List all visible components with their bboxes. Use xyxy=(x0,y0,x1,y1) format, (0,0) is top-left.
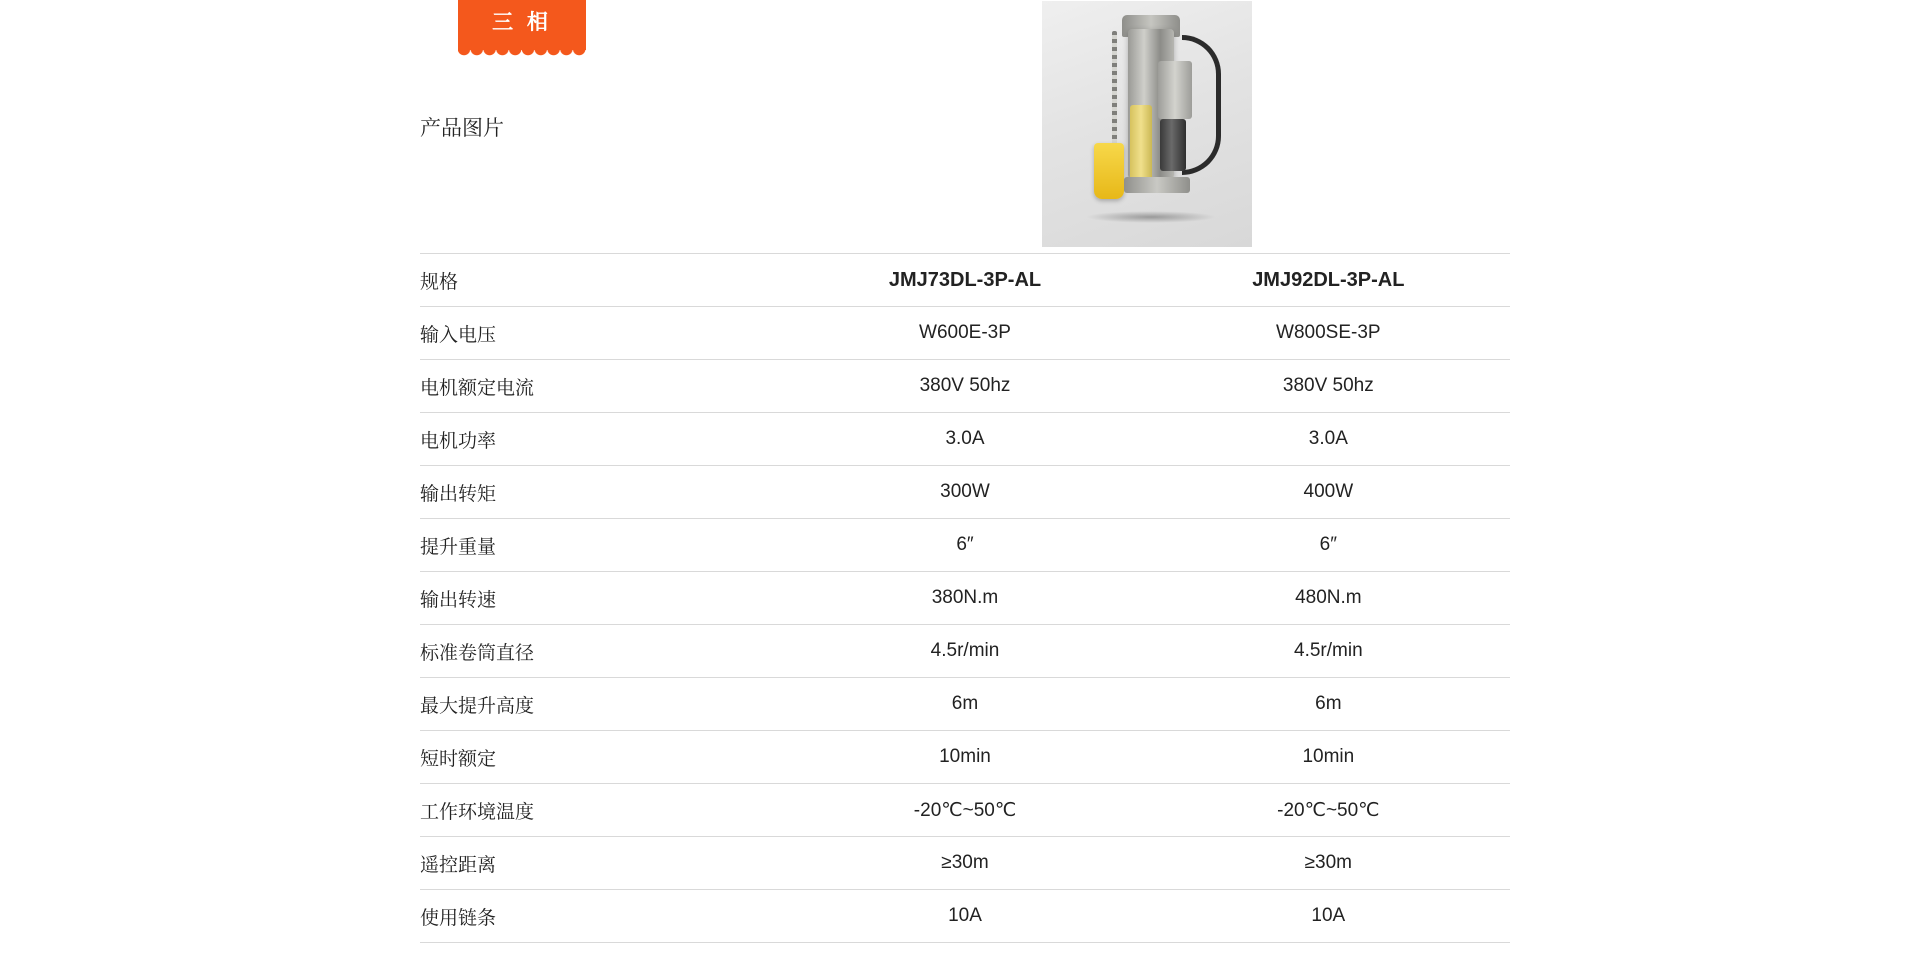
row-value-b: 6m xyxy=(1147,678,1510,731)
row-label: 提升重量 xyxy=(420,519,783,572)
row-value-b: W800SE-3P xyxy=(1147,307,1510,360)
phase-badge-text: 三 相 xyxy=(458,0,586,50)
row-value-b: ≥30m xyxy=(1147,837,1510,890)
table-row xyxy=(420,519,1510,572)
spec-table xyxy=(420,0,1510,943)
table-row xyxy=(420,837,1510,890)
table-row xyxy=(420,625,1510,678)
row-value-b: 380V 50hz xyxy=(1147,360,1510,413)
row-value-a: 300W xyxy=(783,466,1146,519)
model-a-name: JMJ73DL-3P-AL xyxy=(888,268,1042,291)
row-value-a: 380N.m xyxy=(783,572,1146,625)
row-value-b xyxy=(1147,254,1510,307)
row-value-b: 10min xyxy=(1147,731,1510,784)
row-value-a: 6″ xyxy=(783,519,1146,572)
table-row xyxy=(420,572,1510,625)
row-label: 输出转速 xyxy=(420,572,783,625)
product-photo-image xyxy=(1042,1,1252,247)
row-label: 最大提升高度 xyxy=(420,678,783,731)
product-photo-row xyxy=(420,0,1510,254)
row-label: 使用链条 xyxy=(420,890,783,943)
row-value-a: 6m xyxy=(783,678,1146,731)
row-label: 遥控距离 xyxy=(420,837,783,890)
row-value-b: 480N.m xyxy=(1147,572,1510,625)
hoist-motor xyxy=(1160,119,1186,171)
table-row xyxy=(420,890,1510,943)
row-value-a: 4.5r/min xyxy=(783,625,1146,678)
row-label: 输出转矩 xyxy=(420,466,783,519)
row-label: 工作环境温度 xyxy=(420,784,783,837)
row-value-a: 380V 50hz xyxy=(783,360,1146,413)
product-photo-label: 产品图片 xyxy=(420,116,504,140)
row-value-a: 10A xyxy=(783,890,1146,943)
table-row xyxy=(420,731,1510,784)
hoist-gearbox xyxy=(1158,61,1192,119)
hoist-base xyxy=(1124,177,1190,193)
row-value-b: 3.0A xyxy=(1147,413,1510,466)
photo-shadow xyxy=(1086,211,1216,223)
row-label: 电机功率 xyxy=(420,413,783,466)
yellow-weight-bag xyxy=(1094,143,1124,199)
row-value-a: W600E-3P xyxy=(783,307,1146,360)
row-label: 标准卷筒直径 xyxy=(420,625,783,678)
product-spec-sheet xyxy=(420,0,1510,943)
row-label: 电机额定电流 xyxy=(420,360,783,413)
model-b-name: JMJ92DL-3P-AL xyxy=(1252,268,1405,291)
row-value-b: 10A xyxy=(1147,890,1510,943)
table-row xyxy=(420,784,1510,837)
row-value-b: 4.5r/min xyxy=(1147,625,1510,678)
row-label: 规格 xyxy=(420,254,783,307)
chain-icon xyxy=(1112,31,1117,151)
phase-badge xyxy=(458,0,586,56)
row-value-a xyxy=(783,254,1146,307)
table-row xyxy=(420,254,1510,307)
row-value-a: -20℃~50℃ xyxy=(783,784,1146,837)
row-value-a: ≥30m xyxy=(783,837,1146,890)
row-value-a: 3.0A xyxy=(783,413,1146,466)
table-row xyxy=(420,413,1510,466)
row-label: 输入电压 xyxy=(420,307,783,360)
row-label: 短时额定 xyxy=(420,731,783,784)
row-value-b: 400W xyxy=(1147,466,1510,519)
product-photo-label-cell xyxy=(420,0,783,254)
table-row xyxy=(420,360,1510,413)
row-value-a: 10min xyxy=(783,731,1146,784)
table-row xyxy=(420,678,1510,731)
phase-badge-scallop xyxy=(458,49,586,63)
table-row xyxy=(420,466,1510,519)
table-row xyxy=(420,307,1510,360)
spec-table-body xyxy=(420,0,1510,943)
row-value-b: -20℃~50℃ xyxy=(1147,784,1510,837)
product-photo-cell xyxy=(783,0,1510,254)
row-value-b: 6″ xyxy=(1147,519,1510,572)
